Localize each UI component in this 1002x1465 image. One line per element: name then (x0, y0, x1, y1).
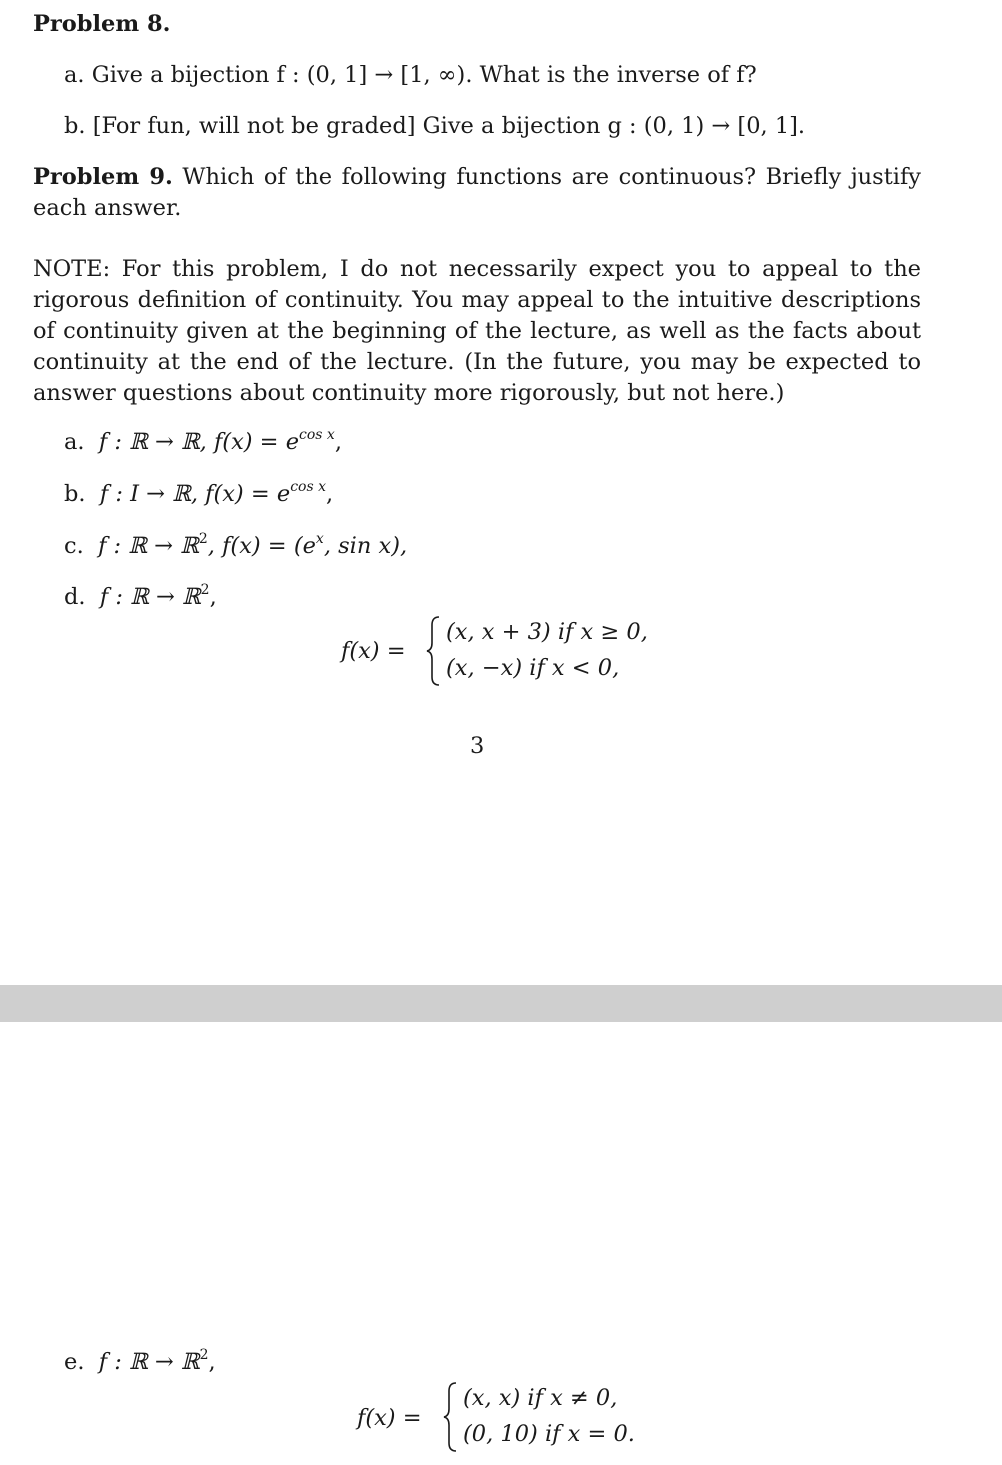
problem-9-question: Which of the following functions are continuous? Briefly justify each answer. (33, 164, 921, 221)
problem-9-heading: Problem 9. (33, 164, 173, 190)
item-e-lhs: f(x) = (357, 1405, 422, 1431)
item-a-exponent: cos x (299, 427, 335, 443)
item-d-case-2: (x, −x) if x < 0, (446, 655, 620, 681)
problem-9-intro (33, 162, 921, 224)
item-c-label: c. (64, 533, 84, 559)
problem-9-item-b (64, 479, 334, 507)
problem-9-item-e (64, 1347, 216, 1375)
item-b-exponent: cos x (290, 479, 326, 495)
item-b-end: , (326, 481, 334, 507)
item-c-domain: f : ℝ → ℝ (98, 533, 199, 559)
item-d-square: 2 (200, 582, 210, 598)
item-e-brace (442, 1381, 460, 1453)
item-c-end: , sin x), (323, 533, 408, 559)
problem-8-part-a: a. Give a bijection f : (0, 1] → [1, ∞). What is the inverse of f? (64, 62, 757, 88)
item-c-formula: , f(x) = (e (207, 533, 316, 559)
item-e-case-2: (0, 10) if x = 0. (463, 1421, 635, 1447)
item-e-case-1: (x, x) if x ≠ 0, (463, 1385, 618, 1411)
problem-9-item-a (64, 427, 342, 455)
item-d-label: d. (64, 584, 86, 610)
item-a-label: a. (64, 429, 85, 455)
item-e-square: 2 (199, 1347, 209, 1363)
item-a-formula: f : ℝ → ℝ, f(x) = e (98, 429, 300, 455)
item-d-lhs: f(x) = (341, 638, 406, 664)
item-e-domain: f : ℝ → ℝ (98, 1349, 200, 1375)
problem-9-item-c (64, 531, 408, 559)
item-c-exponent: x (315, 531, 324, 547)
item-d-brace (425, 615, 443, 687)
page-number: 3 (470, 733, 485, 759)
problem-8-part-b: b. [For fun, will not be graded] Give a bijection g : (0, 1) → [0, 1]. (64, 113, 806, 139)
problem-8-heading: Problem 8. (33, 11, 171, 37)
item-c-square: 2 (198, 531, 208, 547)
item-d-domain: f : ℝ → ℝ (99, 584, 201, 610)
page-separator (0, 985, 1002, 1022)
item-d-end: , (209, 584, 217, 610)
item-e-label: e. (64, 1349, 85, 1375)
item-a-end: , (334, 429, 342, 455)
problem-9-item-d (64, 582, 217, 610)
item-d-case-1: (x, x + 3) if x ≥ 0, (446, 619, 648, 645)
problem-9-note: NOTE: For this problem, I do not necessarily expect you to appeal to the rigorous definition of continuity. You may appeal to the intuitive descriptions of continuity given at the beginning of the lecture, as well as the facts about continuity at the end of the lecture. (In the future, you may be expected to answer questions about continuity more rigorously, but not here.) (33, 256, 921, 406)
item-b-formula: f : I → ℝ, f(x) = e (99, 481, 291, 507)
item-b-label: b. (64, 481, 86, 507)
item-e-end: , (208, 1349, 216, 1375)
